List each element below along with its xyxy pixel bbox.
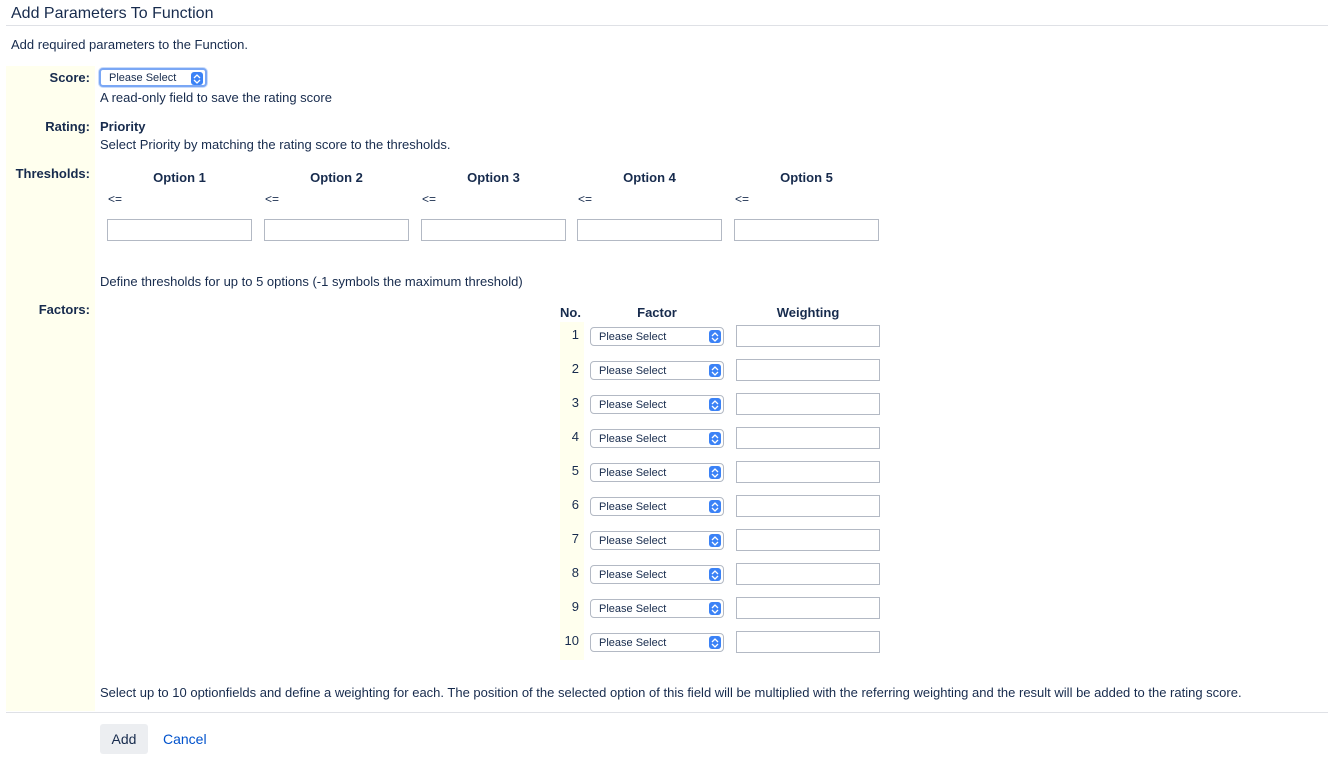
factor-select-value: Please Select — [599, 568, 667, 581]
chevron-up-down-icon — [709, 500, 721, 513]
bottom-divider — [6, 712, 1328, 713]
factor-select[interactable] — [590, 633, 724, 652]
factor-weighting-input[interactable] — [736, 359, 880, 381]
factor-row-number: 1 — [571, 327, 579, 342]
rating-help: Select Priority by matching the rating score to the thresholds. — [100, 137, 451, 152]
factors-label: Factors: — [38, 302, 90, 317]
threshold-input-4[interactable] — [577, 219, 722, 241]
factor-select[interactable] — [590, 463, 724, 482]
threshold-operator-3: <= — [422, 192, 437, 206]
factor-weighting-input[interactable] — [736, 427, 880, 449]
factor-select-value: Please Select — [599, 364, 667, 377]
page-title: Add Parameters To Function — [11, 5, 214, 22]
score-help: A read-only field to save the rating score — [100, 90, 332, 105]
factor-header-factor: Factor — [637, 305, 677, 320]
factor-weighting-input[interactable] — [736, 461, 880, 483]
factor-row-number: 5 — [571, 463, 579, 478]
rating-value: Priority — [100, 119, 146, 134]
chevron-up-down-icon — [709, 398, 721, 411]
threshold-header-2: Option 2 — [310, 170, 363, 185]
threshold-operator-2: <= — [265, 192, 280, 206]
threshold-header-3: Option 3 — [467, 170, 520, 185]
factor-select[interactable] — [590, 497, 724, 516]
factor-header-no: No. — [560, 305, 581, 320]
factor-select-value: Please Select — [599, 466, 667, 479]
add-button[interactable]: Add — [100, 724, 148, 754]
threshold-operator-1: <= — [108, 192, 123, 206]
threshold-header-1: Option 1 — [153, 170, 206, 185]
factor-select-value: Please Select — [599, 636, 667, 649]
factor-select-value: Please Select — [599, 534, 667, 547]
factor-row-number: 6 — [571, 497, 579, 512]
factors-help: Select up to 10 optionfields and define a weighting for each. The position of the selected option of this field will be multiplied with the referring weighting and the result will be added to the rating score. — [100, 685, 1242, 700]
factor-weighting-input[interactable] — [736, 495, 880, 517]
score-select-value: Please Select — [109, 71, 177, 84]
factor-weighting-input[interactable] — [736, 393, 880, 415]
chevron-up-down-icon — [709, 330, 721, 343]
chevron-up-down-icon — [191, 72, 203, 85]
factor-weighting-input[interactable] — [736, 529, 880, 551]
page-intro: Add required parameters to the Function. — [11, 37, 249, 52]
factor-select[interactable] — [590, 395, 724, 414]
factor-header-weighting: Weighting — [776, 305, 840, 320]
chevron-up-down-icon — [709, 602, 721, 615]
chevron-up-down-icon — [709, 534, 721, 547]
factor-select[interactable] — [590, 361, 724, 380]
factor-row-number: 2 — [571, 361, 579, 376]
threshold-input-1[interactable] — [107, 219, 252, 241]
chevron-up-down-icon — [709, 466, 721, 479]
cancel-link[interactable]: Cancel — [163, 731, 207, 747]
thresholds-label: Thresholds: — [15, 166, 90, 181]
chevron-up-down-icon — [709, 568, 721, 581]
factor-weighting-input[interactable] — [736, 631, 880, 653]
factor-select-value: Please Select — [599, 432, 667, 445]
factor-select[interactable] — [590, 565, 724, 584]
factor-row-number: 4 — [571, 429, 579, 444]
threshold-operator-5: <= — [735, 192, 750, 206]
thresholds-help: Define thresholds for up to 5 options (-1 symbols the maximum threshold) — [100, 274, 523, 289]
label-column — [6, 66, 95, 711]
factor-select-value: Please Select — [599, 602, 667, 615]
factor-select-value: Please Select — [599, 398, 667, 411]
threshold-header-4: Option 4 — [623, 170, 676, 185]
score-select[interactable] — [99, 68, 207, 87]
factor-weighting-input[interactable] — [736, 325, 880, 347]
factor-row-number: 8 — [571, 565, 579, 580]
title-divider — [6, 25, 1328, 26]
chevron-up-down-icon — [709, 636, 721, 649]
factor-row-number: 7 — [571, 531, 579, 546]
factor-row-number: 3 — [571, 395, 579, 410]
threshold-operator-4: <= — [578, 192, 593, 206]
factor-select[interactable] — [590, 599, 724, 618]
chevron-up-down-icon — [709, 432, 721, 445]
chevron-up-down-icon — [709, 364, 721, 377]
factor-select[interactable] — [590, 327, 724, 346]
factor-row-number: 9 — [571, 599, 579, 614]
factor-select-value: Please Select — [599, 330, 667, 343]
threshold-input-2[interactable] — [264, 219, 409, 241]
factor-select[interactable] — [590, 531, 724, 550]
factor-row-number: 10 — [564, 633, 579, 648]
factor-weighting-input[interactable] — [736, 563, 880, 585]
threshold-input-5[interactable] — [734, 219, 879, 241]
factor-select-value: Please Select — [599, 500, 667, 513]
threshold-header-5: Option 5 — [780, 170, 833, 185]
factor-weighting-input[interactable] — [736, 597, 880, 619]
threshold-input-3[interactable] — [421, 219, 566, 241]
factor-select[interactable] — [590, 429, 724, 448]
rating-label: Rating: — [45, 119, 90, 134]
score-label: Score: — [49, 70, 90, 85]
